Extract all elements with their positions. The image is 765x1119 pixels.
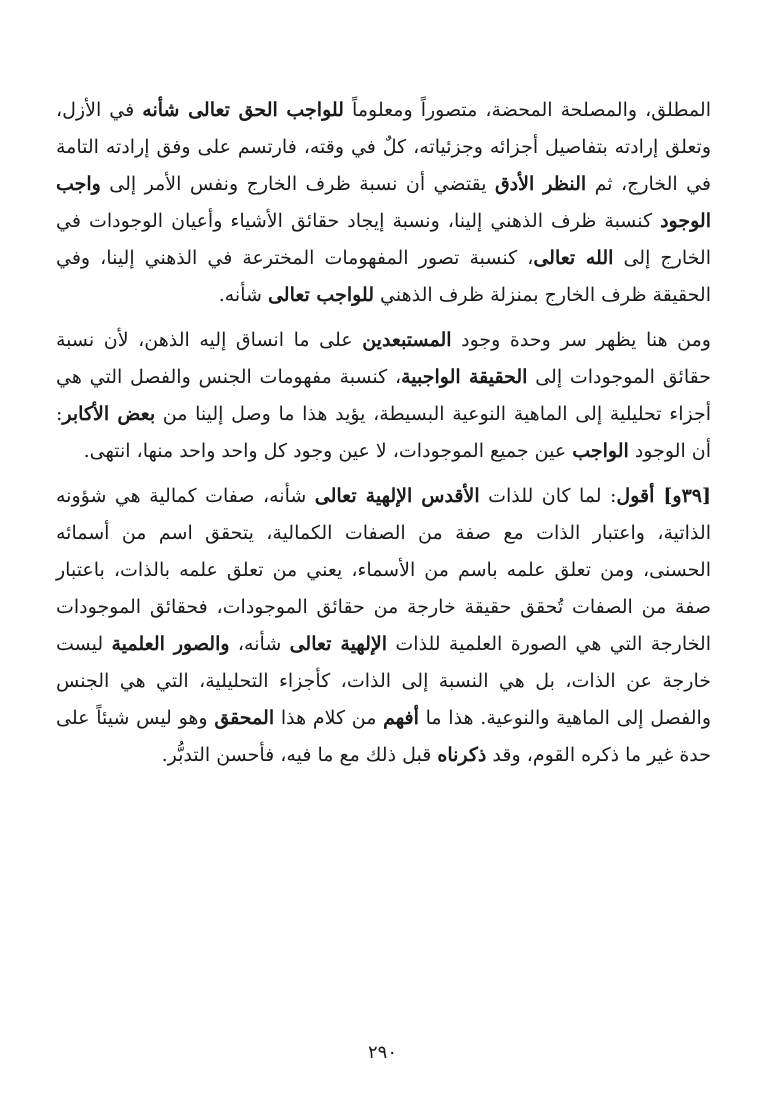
text-run: قبل ذلك مع ما فيه، فأحسن التدبُّر. [161,744,438,766]
bold-phrase: المستبعدين [362,329,452,351]
text-run: في الأزل، وتعلق إرادته بتفاصيل أجزائه وجزئياته، كلٌ في وقته، فارتسم على وفق إرادته التامة في الخارج، ثم [56,99,711,195]
bold-phrase: الإلهية تعالى [289,633,387,655]
bold-phrase: بعض الأكابر [62,403,156,425]
text-run: ، كنسبة مفهومات الجنس والفصل التي هي أجزاء تحليلية إلى الماهية النوعية البسيطة، يؤيد هذا ما وصل إلينا من [56,366,711,425]
text-run: يقتضي أن نسبة ظرف الخارج ونفس الأمر إلى [100,173,495,195]
paragraph-3 [56,478,711,774]
bold-phrase: واجب الوجود [56,173,711,232]
text-run: ليست خارجة عن الذات، بل هي النسبة إلى الذات، كأجزاء التحليلية، التي هي الجنس والفصل إلى الماهية والنوعية. هذا ما [56,633,712,729]
text-run: : لما كان للذات [479,485,617,507]
bold-phrase: المحقق [214,707,275,729]
text-run: المطلق، والمصلحة المحضة، متصوراً ومعلوماً [343,99,711,121]
bold-phrase: والصور العلمية [111,633,230,655]
text-run: شأنه، [229,633,290,655]
page-body [56,92,711,1052]
bold-phrase: الأقدس الإلهية تعالى [314,485,480,507]
bold-phrase: الحقيقة الواجبية [401,366,528,388]
paragraph-1 [56,92,711,314]
text-run: : أن الوجود [56,403,711,462]
text-run: شأنه. [218,284,268,306]
text-run: ، كنسبة تصور المفهومات المخترعة في الذهني إلينا، وفي الحقيقة ظرف الخارج بمنزلة ظرف الذهني [56,247,711,306]
bold-phrase: [٣٩و] أقول [616,485,712,507]
text-run: عين جميع الموجودات، لا عين وجود كل واحد واحد منها، انتهى. [83,440,573,462]
bold-phrase: أفهم [383,707,419,729]
text-run: كنسبة ظرف الذهني إلينا، ونسبة إيجاد حقائق الأشياء وأعيان الوجودات في الخارج إلى [56,210,711,269]
bold-phrase: الواجب [572,440,629,462]
page-number: ٢٩٠ [367,1042,397,1063]
bold-phrase: الله تعالى [533,247,614,269]
text-run: وهو ليس شيئاً على حدة غير ما ذكره القوم، وقد [56,707,711,766]
text-run: على ما انساق إليه الذهن، لأن نسبة حقائق الموجودات إلى [56,329,711,388]
text-run: ومن هنا يظهر سر وحدة وجود [451,329,711,351]
bold-phrase: للواجب الحق تعالى شأنه [142,99,344,121]
bold-phrase: للواجب تعالى [267,284,375,306]
paragraph-2 [56,322,711,470]
bold-phrase: النظر الأدق [494,173,587,195]
bold-phrase: ذكرناه [437,744,487,766]
text-run: من كلام هذا [274,707,384,729]
text-run: شأنه، صفات كمالية هي شؤونه الذاتية، واعتبار الذات مع صفة من الصفات الكمالية، يتحقق اسم من أسمائه الحسنى، ومن تعلق علمه باسم من الأسماء، يعني من تعلق علمه بالذات، باعتبار صفة من الصفات تُحقق حقيقة خارجة من حقائق الموجودات، فحقائق الموجودات الخارجة التي هي الصورة العلمية للذات [56,485,711,655]
